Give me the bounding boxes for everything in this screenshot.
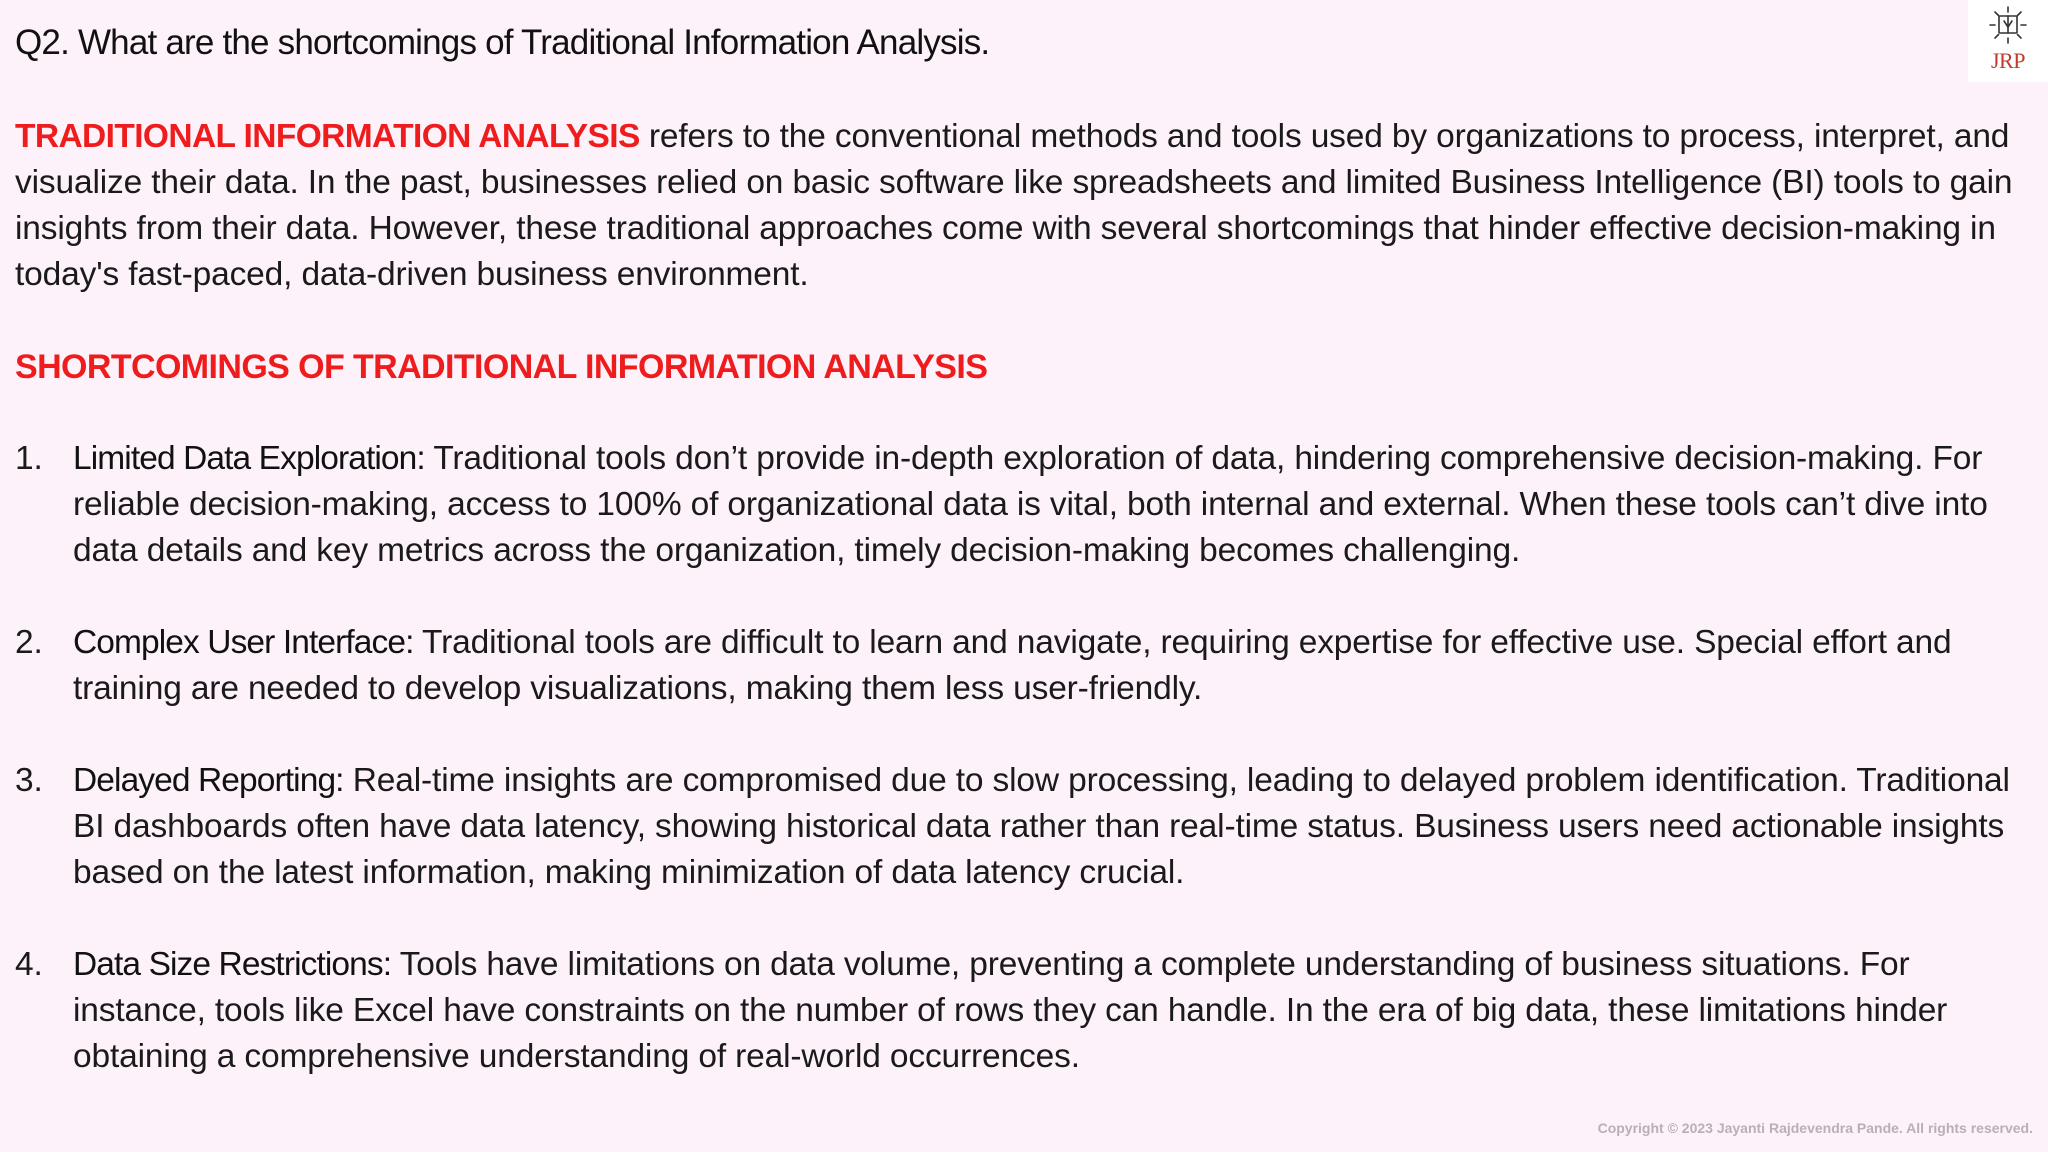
question-title: Q2. What are the shortcomings of Traditional Information Analysis. [15, 23, 990, 62]
item-term: Limited Data Exploration: [73, 440, 425, 477]
item-text: Traditional tools don’t provide in-depth exploration of data, hindering comprehensive decision-making. For reliable decision-making, access to 100% of organizational data is vital, both internal and external. When these tools can’t dive into data details and key metrics across the organization, timely decision-making becomes challenging. [73, 440, 1988, 569]
section-heading: SHORTCOMINGS OF TRADITIONAL INFORMATION ANALYSIS [15, 348, 988, 386]
logo [1968, 0, 2048, 82]
item-text: Real-time insights are compromised due to slow processing, leading to delayed problem identification. Traditional BI dashboards often have data latency, showing historical data rather than real-time status. Business users need actionable insights based on the latest information, making minimization of data latency crucial. [73, 762, 2010, 891]
item-body [73, 620, 2023, 712]
copyright-notice: Copyright © 2023 Jayanti Rajdevendra Pande. All rights reserved. [1597, 1120, 2033, 1136]
intro-term: TRADITIONAL INFORMATION ANALYSIS [15, 118, 640, 155]
intro-text: refers to the conventional methods and tools used by organizations to process, interpret, and visualize their data. In the past, businesses relied on basic software like spreadsheets and limited Business Intelligence (BI) tools to gain insights from their data. However, these traditional approaches come with several shortcomings that hinder effective decision-making in today's fast-paced, data-driven business environment. [15, 118, 2013, 293]
item-term: Complex User Interface: [73, 624, 414, 661]
item-text: Traditional tools are difficult to learn and navigate, requiring expertise for effective use. Special effort and training are needed to develop visualizations, making them less user-friendly. [73, 624, 1952, 707]
item-number: 1. [15, 440, 43, 477]
item-term: Data Size Restrictions: [73, 946, 392, 983]
book-sun-icon [1988, 5, 2028, 45]
item-number: 3. [15, 762, 43, 799]
item-number: 2. [15, 624, 43, 661]
item-term: Delayed Reporting: [73, 762, 344, 799]
intro-paragraph [15, 114, 2025, 298]
item-number: 4. [15, 946, 43, 983]
item-body [73, 758, 2023, 896]
item-body [73, 436, 2023, 574]
logo-text: JRP [1991, 48, 2025, 73]
item-text: Tools have limitations on data volume, preventing a complete understanding of business situations. For instance, tools like Excel have constraints on the number of rows they can handle. In the era of big data, these limitations hinder obtaining a comprehensive understanding of real-world occurrences. [73, 946, 1948, 1075]
item-body [73, 942, 2023, 1080]
